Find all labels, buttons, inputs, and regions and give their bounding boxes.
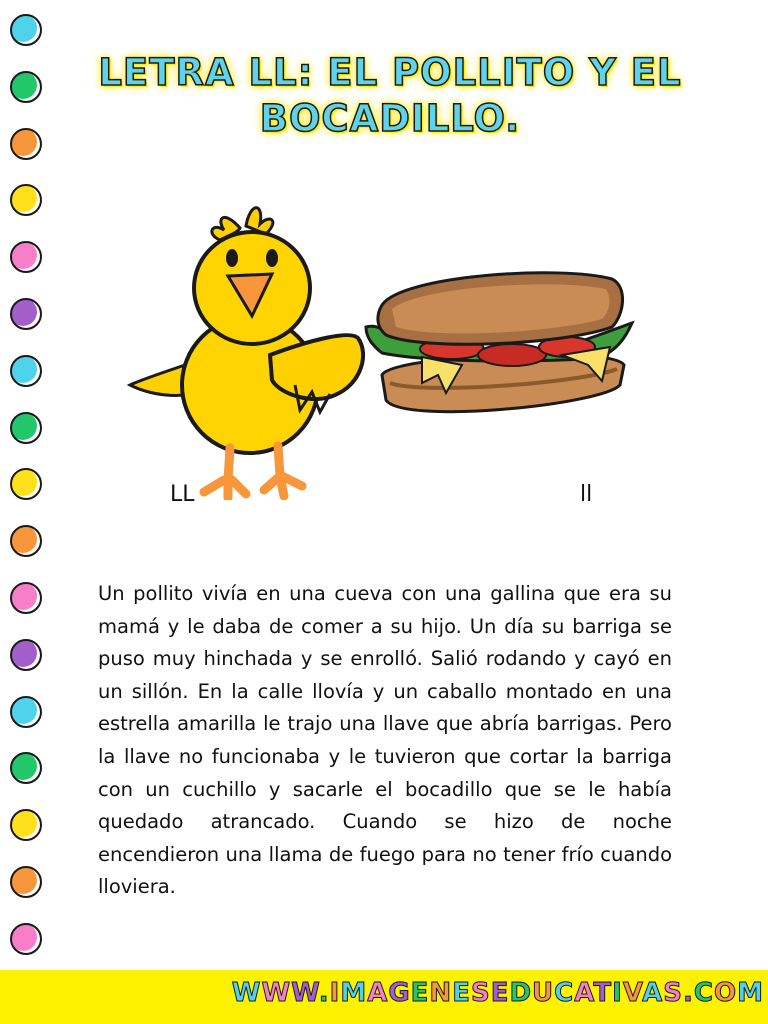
decorative-dot: [10, 14, 42, 46]
decorative-dot: [10, 866, 42, 898]
story-paragraph: Un pollito vivía en una cueva con una gallina que era su mamá y le daba de comer a su hijo. Un día su barriga se puso muy hinchada y se enrolló. Salió rodando y cayó en un sillón. En la calle llovía y un caballo montado en una estrella amarilla le trajo una llave que abría barrigas. Pero la llave no funcionaba y le tuvieron que cortar la barriga con un cuchillo y sacarle el bocadillo que se le había quedado atrancado. Cuando se hizo de noche encendieron una llama de fuego para no tener frío cuando lloviera.: [98, 582, 672, 899]
sandwich-icon: [362, 265, 642, 435]
decorative-dot: [10, 582, 42, 614]
uppercase-letter-label: LL: [170, 482, 195, 507]
decorative-dot: [10, 128, 42, 160]
illustration-area: [0, 170, 768, 490]
decorative-dot: [10, 71, 42, 103]
page-title: LETRA LL: EL POLLITO Y EL BOCADILLO.: [98, 51, 682, 140]
decorative-dot: [10, 923, 42, 955]
decorative-dot: [10, 696, 42, 728]
footer-bar: [0, 970, 768, 1024]
chick-icon: [120, 180, 380, 500]
decorative-dot: [10, 752, 42, 784]
decorative-dot: [10, 525, 42, 557]
decorative-dot: [10, 809, 42, 841]
decorative-dot: [10, 639, 42, 671]
lowercase-letter-label: ll: [580, 482, 593, 507]
footer-url[interactable]: WWW.IMAGENESEDUCATIVAS.COM: [231, 978, 764, 1008]
